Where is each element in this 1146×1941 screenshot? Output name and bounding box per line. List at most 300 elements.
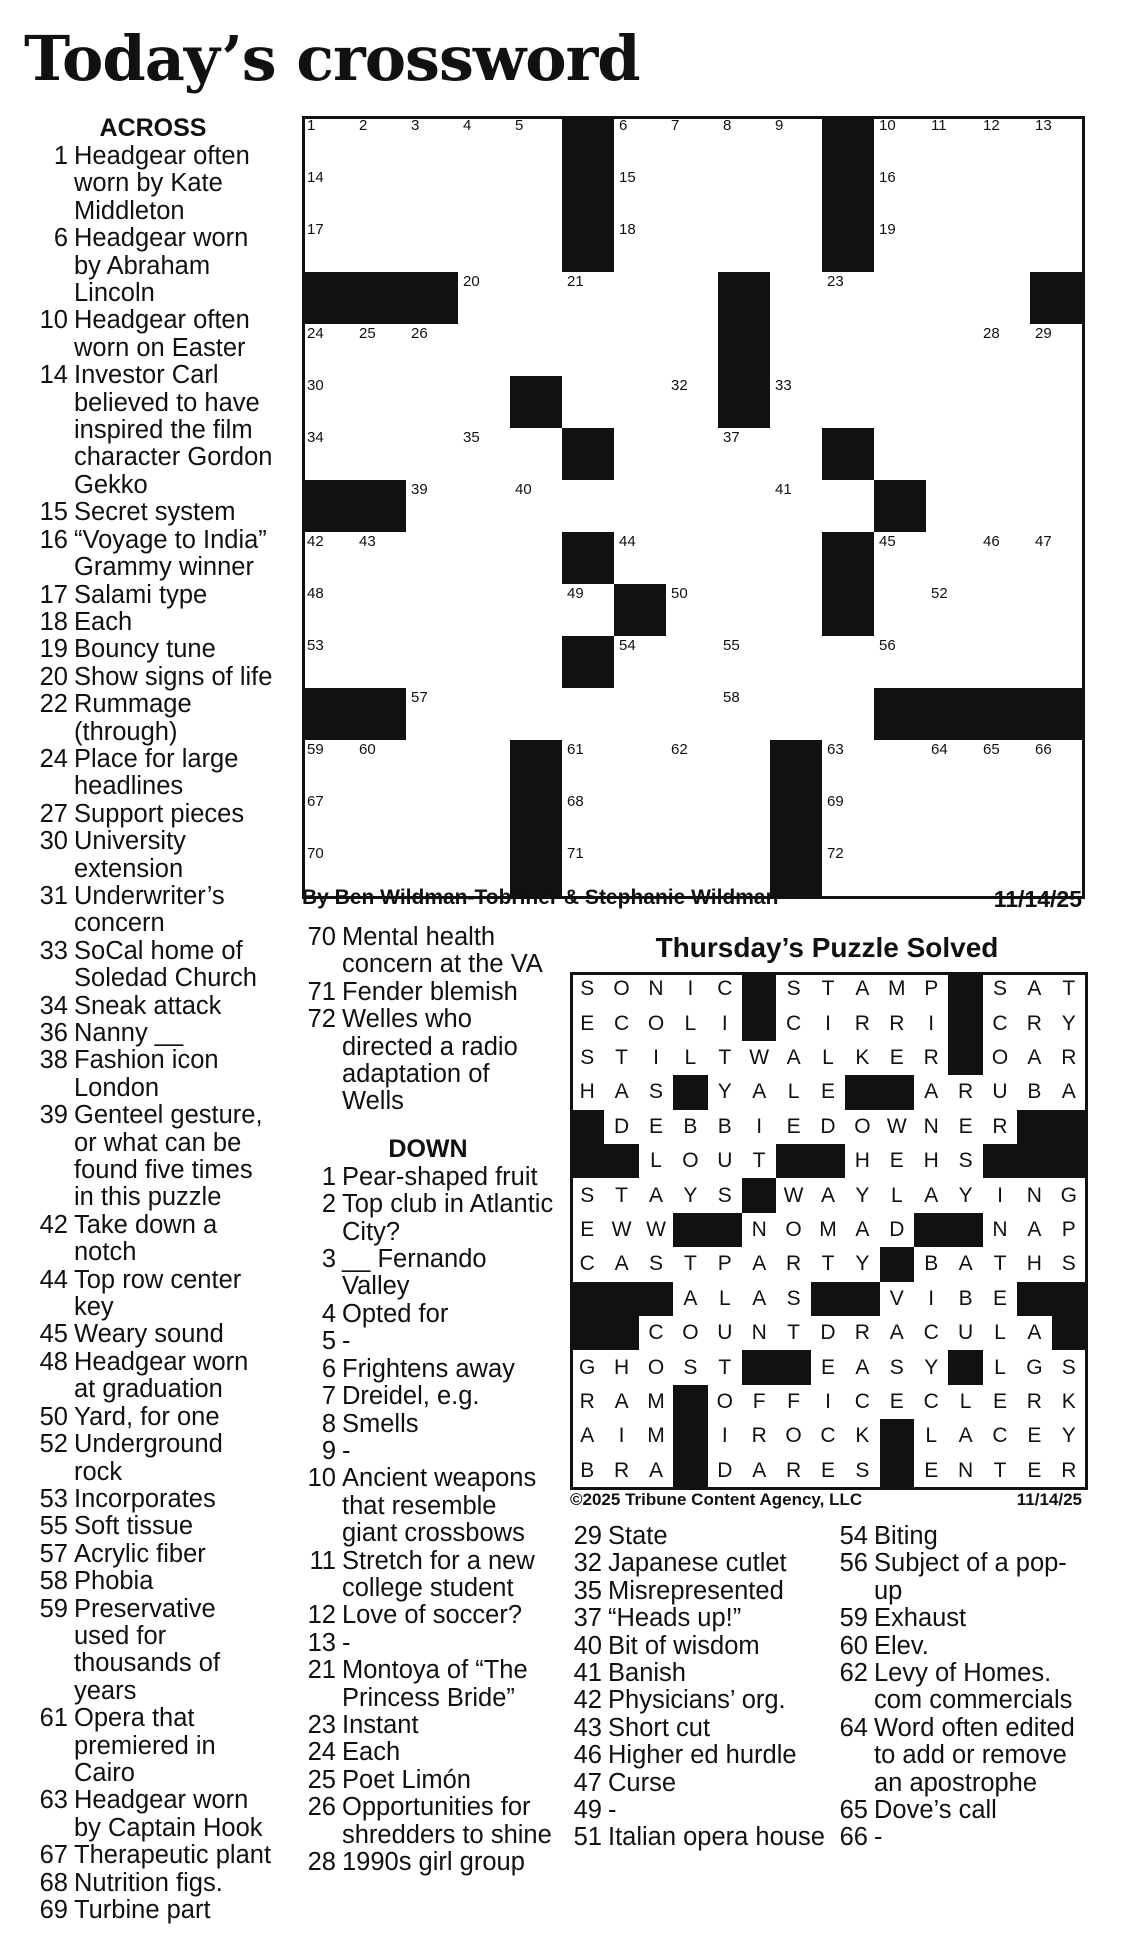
grid-cell[interactable] bbox=[666, 324, 720, 378]
grid-cell[interactable] bbox=[978, 168, 1032, 222]
grid-cell[interactable] bbox=[354, 376, 408, 430]
clue-number: 33 bbox=[39, 936, 68, 965]
solution-black-square bbox=[948, 1041, 984, 1077]
grid-cell[interactable] bbox=[978, 480, 1032, 534]
grid-cell[interactable] bbox=[458, 584, 512, 638]
solution-black-square bbox=[845, 1282, 881, 1318]
grid-cell[interactable] bbox=[926, 428, 980, 482]
clue-item bbox=[564, 1523, 826, 1550]
solved-puzzle-title: Thursday’s Puzzle Solved bbox=[655, 932, 999, 963]
grid-cell[interactable] bbox=[510, 532, 564, 586]
grid-cell[interactable] bbox=[666, 168, 720, 222]
clue-number: 47 bbox=[573, 1768, 602, 1797]
solution-black-square bbox=[604, 1144, 640, 1180]
grid-cell[interactable] bbox=[406, 740, 460, 794]
grid-cell[interactable] bbox=[510, 324, 564, 378]
grid-cell[interactable] bbox=[458, 532, 512, 586]
solution-cell: T bbox=[811, 1247, 847, 1283]
grid-cell[interactable] bbox=[302, 428, 356, 482]
solution-cell: N bbox=[742, 1316, 778, 1352]
grid-cell[interactable] bbox=[926, 532, 980, 586]
cell-number: 65 bbox=[983, 741, 1000, 758]
clue-item bbox=[298, 1301, 558, 1328]
grid-cell[interactable] bbox=[978, 376, 1032, 430]
grid-cell[interactable] bbox=[822, 740, 876, 794]
grid-cell[interactable] bbox=[406, 792, 460, 846]
grid-cell[interactable] bbox=[926, 792, 980, 846]
cell-number: 34 bbox=[307, 429, 324, 446]
grid-cell[interactable] bbox=[562, 740, 616, 794]
grid-cell[interactable] bbox=[718, 116, 772, 170]
grid-cell[interactable] bbox=[354, 584, 408, 638]
black-square bbox=[926, 688, 980, 742]
solution-cell: R bbox=[776, 1454, 812, 1490]
grid-cell[interactable] bbox=[666, 584, 720, 638]
solution-cell: R bbox=[776, 1247, 812, 1283]
clue-text: Underwriter’s concern bbox=[74, 881, 225, 938]
grid-cell[interactable] bbox=[406, 688, 460, 742]
grid-cell[interactable] bbox=[822, 636, 876, 690]
grid-cell[interactable] bbox=[354, 116, 408, 170]
grid-cell[interactable] bbox=[718, 740, 772, 794]
solution-black-square bbox=[570, 1282, 606, 1318]
grid-cell[interactable] bbox=[666, 636, 720, 690]
grid-cell[interactable] bbox=[406, 376, 460, 430]
grid-cell[interactable] bbox=[718, 480, 772, 534]
solution-cell: A bbox=[604, 1247, 640, 1283]
grid-cell[interactable] bbox=[718, 428, 772, 482]
grid-cell[interactable] bbox=[978, 116, 1032, 170]
grid-cell[interactable] bbox=[978, 272, 1032, 326]
clue-number: 65 bbox=[839, 1796, 868, 1825]
solution-cell: B bbox=[673, 1110, 709, 1146]
grid-cell[interactable] bbox=[822, 688, 876, 742]
cell-number: 7 bbox=[671, 117, 680, 134]
grid-cell[interactable] bbox=[302, 532, 356, 586]
grid-cell[interactable] bbox=[302, 376, 356, 430]
clue-text: Phobia bbox=[74, 1567, 154, 1596]
solution-cell: D bbox=[811, 1110, 847, 1146]
grid-cell[interactable] bbox=[874, 272, 928, 326]
solution-cell: K bbox=[845, 1041, 881, 1077]
grid-cell[interactable] bbox=[770, 636, 824, 690]
grid-cell[interactable] bbox=[614, 792, 668, 846]
grid-cell[interactable] bbox=[1030, 324, 1084, 378]
solution-cell: R bbox=[1017, 1385, 1053, 1421]
grid-cell[interactable] bbox=[874, 116, 928, 170]
grid-cell[interactable] bbox=[1030, 584, 1084, 638]
grid-cell[interactable] bbox=[770, 532, 824, 586]
grid-cell[interactable] bbox=[354, 428, 408, 482]
black-square bbox=[1030, 688, 1084, 742]
grid-cell[interactable] bbox=[978, 428, 1032, 482]
grid-cell[interactable] bbox=[510, 220, 564, 274]
grid-cell[interactable] bbox=[666, 376, 720, 430]
grid-cell[interactable] bbox=[666, 272, 720, 326]
grid-cell[interactable] bbox=[458, 220, 512, 274]
grid-cell[interactable] bbox=[562, 272, 616, 326]
grid-cell[interactable] bbox=[458, 428, 512, 482]
grid-cell[interactable] bbox=[718, 532, 772, 586]
grid-cell[interactable] bbox=[458, 688, 512, 742]
solution-cell: C bbox=[914, 1316, 950, 1352]
grid-cell[interactable] bbox=[614, 324, 668, 378]
crossword-grid bbox=[302, 116, 1085, 899]
grid-cell[interactable] bbox=[458, 116, 512, 170]
grid-cell[interactable] bbox=[614, 272, 668, 326]
clue-number: 59 bbox=[839, 1604, 868, 1633]
grid-cell[interactable] bbox=[406, 168, 460, 222]
clue-item bbox=[564, 1797, 826, 1824]
grid-cell[interactable] bbox=[458, 168, 512, 222]
solution-cell: O bbox=[983, 1041, 1019, 1077]
grid-cell[interactable] bbox=[666, 428, 720, 482]
grid-cell[interactable] bbox=[354, 740, 408, 794]
grid-cell[interactable] bbox=[770, 480, 824, 534]
grid-cell[interactable] bbox=[458, 792, 512, 846]
grid-cell[interactable] bbox=[822, 480, 876, 534]
grid-cell[interactable] bbox=[510, 428, 564, 482]
black-square bbox=[614, 584, 668, 638]
clue-number: 46 bbox=[573, 1741, 602, 1770]
clue-number: 58 bbox=[39, 1567, 68, 1596]
grid-cell[interactable] bbox=[302, 324, 356, 378]
solution-black-square bbox=[811, 1282, 847, 1318]
grid-cell[interactable] bbox=[926, 324, 980, 378]
grid-cell[interactable] bbox=[874, 324, 928, 378]
grid-cell[interactable] bbox=[926, 220, 980, 274]
solution-black-square bbox=[914, 1213, 950, 1249]
grid-cell[interactable] bbox=[822, 792, 876, 846]
grid-cell[interactable] bbox=[874, 740, 928, 794]
grid-cell[interactable] bbox=[978, 636, 1032, 690]
grid-cell[interactable] bbox=[666, 532, 720, 586]
grid-cell[interactable] bbox=[562, 792, 616, 846]
grid-cell[interactable] bbox=[822, 272, 876, 326]
clue-number: 3 bbox=[321, 1245, 336, 1274]
grid-cell[interactable] bbox=[978, 532, 1032, 586]
grid-cell[interactable] bbox=[510, 636, 564, 690]
clue-item bbox=[30, 883, 276, 938]
clue-text: Take down a notch bbox=[74, 1210, 218, 1267]
solution-cell: L bbox=[673, 1006, 709, 1042]
cell-number: 60 bbox=[359, 741, 376, 758]
grid-cell[interactable] bbox=[718, 792, 772, 846]
grid-cell[interactable] bbox=[458, 376, 512, 430]
cell-number: 29 bbox=[1035, 325, 1052, 342]
grid-cell[interactable] bbox=[1030, 428, 1084, 482]
grid-cell[interactable] bbox=[666, 688, 720, 742]
clue-item bbox=[298, 1630, 558, 1657]
clue-number: 61 bbox=[39, 1704, 68, 1733]
grid-cell[interactable] bbox=[458, 480, 512, 534]
grid-cell[interactable] bbox=[614, 532, 668, 586]
cell-number: 10 bbox=[879, 117, 896, 134]
grid-cell[interactable] bbox=[354, 792, 408, 846]
solution-black-square bbox=[604, 1316, 640, 1352]
clue-number: 15 bbox=[39, 498, 68, 527]
solution-cell: A bbox=[776, 1041, 812, 1077]
clue-number: 17 bbox=[39, 580, 68, 609]
clue-number: 53 bbox=[39, 1484, 68, 1513]
grid-cell[interactable] bbox=[718, 220, 772, 274]
grid-cell[interactable] bbox=[770, 168, 824, 222]
grid-cell[interactable] bbox=[614, 220, 668, 274]
grid-cell[interactable] bbox=[874, 844, 928, 898]
clue-text: Genteel gesture, or what can be found five times in this puzzle bbox=[74, 1101, 263, 1212]
clue-text: Dove’s call bbox=[874, 1796, 997, 1825]
grid-cell[interactable] bbox=[874, 376, 928, 430]
grid-cell[interactable] bbox=[978, 740, 1032, 794]
grid-cell[interactable] bbox=[614, 740, 668, 794]
grid-cell[interactable] bbox=[510, 116, 564, 170]
grid-cell[interactable] bbox=[406, 480, 460, 534]
grid-cell[interactable] bbox=[614, 116, 668, 170]
grid-cell[interactable] bbox=[302, 792, 356, 846]
grid-cell[interactable] bbox=[614, 168, 668, 222]
grid-cell[interactable] bbox=[354, 220, 408, 274]
clue-text: Sneak attack bbox=[74, 991, 222, 1020]
grid-cell[interactable] bbox=[926, 740, 980, 794]
grid-cell[interactable] bbox=[874, 168, 928, 222]
clue-number: 26 bbox=[307, 1793, 336, 1822]
grid-cell[interactable] bbox=[666, 220, 720, 274]
grid-cell[interactable] bbox=[406, 532, 460, 586]
clue-text: Underground rock bbox=[74, 1430, 223, 1486]
grid-cell[interactable] bbox=[978, 792, 1032, 846]
clue-number: 14 bbox=[39, 361, 68, 390]
grid-cell[interactable] bbox=[614, 688, 668, 742]
grid-cell[interactable] bbox=[302, 168, 356, 222]
grid-cell[interactable] bbox=[874, 584, 928, 638]
grid-cell[interactable] bbox=[510, 480, 564, 534]
solution-cell: D bbox=[811, 1316, 847, 1352]
grid-cell[interactable] bbox=[978, 220, 1032, 274]
grid-cell[interactable] bbox=[926, 168, 980, 222]
clues-column-2 bbox=[298, 924, 558, 1876]
grid-cell[interactable] bbox=[406, 116, 460, 170]
grid-cell[interactable] bbox=[1030, 376, 1084, 430]
grid-cell[interactable] bbox=[770, 428, 824, 482]
grid-cell[interactable] bbox=[770, 688, 824, 742]
clues-column-3 bbox=[564, 1523, 826, 1852]
solution-cell: Y bbox=[845, 1247, 881, 1283]
grid-cell[interactable] bbox=[614, 376, 668, 430]
grid-cell[interactable] bbox=[1030, 220, 1084, 274]
solution-cell: N bbox=[1017, 1178, 1053, 1214]
grid-cell[interactable] bbox=[406, 636, 460, 690]
grid-cell[interactable] bbox=[874, 428, 928, 482]
grid-cell[interactable] bbox=[354, 532, 408, 586]
grid-cell[interactable] bbox=[822, 844, 876, 898]
grid-cell[interactable] bbox=[666, 116, 720, 170]
grid-cell[interactable] bbox=[666, 480, 720, 534]
grid-cell[interactable] bbox=[562, 584, 616, 638]
solution-cell: Y bbox=[845, 1178, 881, 1214]
clue-item bbox=[298, 1657, 558, 1712]
grid-cell[interactable] bbox=[822, 376, 876, 430]
solution-black-square bbox=[1052, 1110, 1088, 1146]
solution-cell: T bbox=[1052, 972, 1088, 1008]
grid-cell[interactable] bbox=[458, 740, 512, 794]
clue-text: Fender blemish bbox=[342, 977, 518, 1006]
clue-item bbox=[30, 1212, 276, 1267]
clue-text: “Voyage to India” Grammy winner bbox=[74, 525, 267, 582]
solution-cell: E bbox=[880, 1041, 916, 1077]
grid-cell[interactable] bbox=[1030, 532, 1084, 586]
grid-cell[interactable] bbox=[302, 116, 356, 170]
grid-cell[interactable] bbox=[1030, 480, 1084, 534]
solution-cell: T bbox=[708, 1041, 744, 1077]
solution-cell: A bbox=[604, 1385, 640, 1421]
grid-cell[interactable] bbox=[770, 272, 824, 326]
grid-cell[interactable] bbox=[406, 584, 460, 638]
grid-cell[interactable] bbox=[562, 324, 616, 378]
grid-cell[interactable] bbox=[666, 740, 720, 794]
clue-number: 41 bbox=[573, 1659, 602, 1688]
grid-cell[interactable] bbox=[562, 480, 616, 534]
grid-cell[interactable] bbox=[770, 324, 824, 378]
clue-text: Secret system bbox=[74, 498, 236, 527]
grid-cell[interactable] bbox=[926, 376, 980, 430]
grid-cell[interactable] bbox=[562, 688, 616, 742]
clue-item bbox=[30, 691, 276, 746]
grid-cell[interactable] bbox=[510, 584, 564, 638]
solution-cell: A bbox=[845, 1213, 881, 1249]
clue-number: 51 bbox=[573, 1823, 602, 1852]
grid-cell[interactable] bbox=[1030, 168, 1084, 222]
clue-item bbox=[830, 1550, 1088, 1605]
grid-cell[interactable] bbox=[926, 584, 980, 638]
grid-cell[interactable] bbox=[978, 584, 1032, 638]
grid-cell[interactable] bbox=[614, 636, 668, 690]
solution-cell: A bbox=[914, 1075, 950, 1111]
solution-cell: Y bbox=[948, 1178, 984, 1214]
grid-cell[interactable] bbox=[822, 324, 876, 378]
clue-item bbox=[298, 1849, 558, 1876]
clue-item bbox=[30, 1596, 276, 1706]
solution-cell: N bbox=[639, 972, 675, 1008]
grid-cell[interactable] bbox=[302, 740, 356, 794]
solution-cell: A bbox=[880, 1316, 916, 1352]
solution-black-square bbox=[570, 1316, 606, 1352]
grid-cell[interactable] bbox=[718, 688, 772, 742]
grid-cell[interactable] bbox=[978, 324, 1032, 378]
grid-cell[interactable] bbox=[302, 636, 356, 690]
grid-cell[interactable] bbox=[770, 584, 824, 638]
grid-cell[interactable] bbox=[926, 480, 980, 534]
grid-cell[interactable] bbox=[614, 480, 668, 534]
solution-cell: A bbox=[1017, 1213, 1053, 1249]
clue-item bbox=[30, 143, 276, 225]
clue-text: Poet Limón bbox=[342, 1765, 471, 1794]
clue-item bbox=[30, 1870, 276, 1897]
grid-cell[interactable] bbox=[562, 376, 616, 430]
solution-cell: Y bbox=[914, 1350, 950, 1386]
solution-cell: A bbox=[845, 972, 881, 1008]
grid-cell[interactable] bbox=[458, 636, 512, 690]
clue-number: 19 bbox=[39, 635, 68, 664]
grid-cell[interactable] bbox=[926, 272, 980, 326]
cell-number: 25 bbox=[359, 325, 376, 342]
grid-cell[interactable] bbox=[718, 636, 772, 690]
grid-cell[interactable] bbox=[874, 792, 928, 846]
clue-text: Bit of wisdom bbox=[608, 1631, 760, 1660]
solution-cell: S bbox=[983, 972, 1019, 1008]
solution-black-square bbox=[673, 1454, 709, 1490]
clue-number: 66 bbox=[839, 1823, 868, 1852]
black-square bbox=[822, 168, 876, 222]
grid-cell[interactable] bbox=[926, 844, 980, 898]
clue-item bbox=[830, 1715, 1088, 1797]
grid-cell[interactable] bbox=[770, 116, 824, 170]
grid-cell[interactable] bbox=[510, 168, 564, 222]
grid-cell[interactable] bbox=[510, 272, 564, 326]
grid-cell[interactable] bbox=[510, 688, 564, 742]
clue-text: Elev. bbox=[874, 1631, 929, 1660]
grid-cell[interactable] bbox=[718, 168, 772, 222]
grid-cell[interactable] bbox=[666, 792, 720, 846]
grid-cell[interactable] bbox=[458, 324, 512, 378]
grid-cell[interactable] bbox=[1030, 116, 1084, 170]
cell-number: 13 bbox=[1035, 117, 1052, 134]
solution-cell: K bbox=[845, 1419, 881, 1455]
grid-cell[interactable] bbox=[406, 324, 460, 378]
grid-cell[interactable] bbox=[926, 116, 980, 170]
clue-text: Word often edited to add or remove an apostrophe bbox=[874, 1713, 1075, 1797]
grid-cell[interactable] bbox=[874, 220, 928, 274]
grid-cell[interactable] bbox=[354, 324, 408, 378]
cell-number: 59 bbox=[307, 741, 324, 758]
grid-cell[interactable] bbox=[926, 636, 980, 690]
grid-cell[interactable] bbox=[1030, 636, 1084, 690]
clue-number: 27 bbox=[39, 799, 68, 828]
solution-cell: L bbox=[880, 1178, 916, 1214]
solution-cell: S bbox=[845, 1454, 881, 1490]
grid-cell[interactable] bbox=[406, 220, 460, 274]
grid-cell[interactable] bbox=[1030, 740, 1084, 794]
black-square bbox=[562, 116, 616, 170]
grid-cell[interactable] bbox=[302, 220, 356, 274]
clue-number: 22 bbox=[39, 690, 68, 719]
clue-text: Instant bbox=[342, 1710, 419, 1739]
grid-cell[interactable] bbox=[354, 168, 408, 222]
solution-black-square bbox=[880, 1075, 916, 1111]
clue-text: Rummage (through) bbox=[74, 690, 192, 746]
grid-cell[interactable] bbox=[770, 376, 824, 430]
solution-black-square bbox=[880, 1419, 916, 1455]
solution-cell: C bbox=[570, 1247, 606, 1283]
solution-cell: R bbox=[845, 1316, 881, 1352]
solution-black-square bbox=[742, 1178, 778, 1214]
solution-cell: K bbox=[1052, 1385, 1088, 1421]
grid-cell[interactable] bbox=[302, 584, 356, 638]
grid-cell[interactable] bbox=[874, 532, 928, 586]
grid-cell[interactable] bbox=[354, 636, 408, 690]
grid-cell[interactable] bbox=[718, 584, 772, 638]
grid-cell[interactable] bbox=[874, 636, 928, 690]
grid-cell[interactable] bbox=[458, 272, 512, 326]
grid-cell[interactable] bbox=[406, 428, 460, 482]
solution-cell: L bbox=[673, 1041, 709, 1077]
black-square bbox=[718, 272, 772, 326]
grid-cell[interactable] bbox=[614, 428, 668, 482]
grid-cell[interactable] bbox=[770, 220, 824, 274]
clue-item bbox=[30, 828, 276, 883]
grid-cell[interactable] bbox=[1030, 792, 1084, 846]
solution-cell: I bbox=[914, 1282, 950, 1318]
solution-cell: B bbox=[914, 1247, 950, 1283]
